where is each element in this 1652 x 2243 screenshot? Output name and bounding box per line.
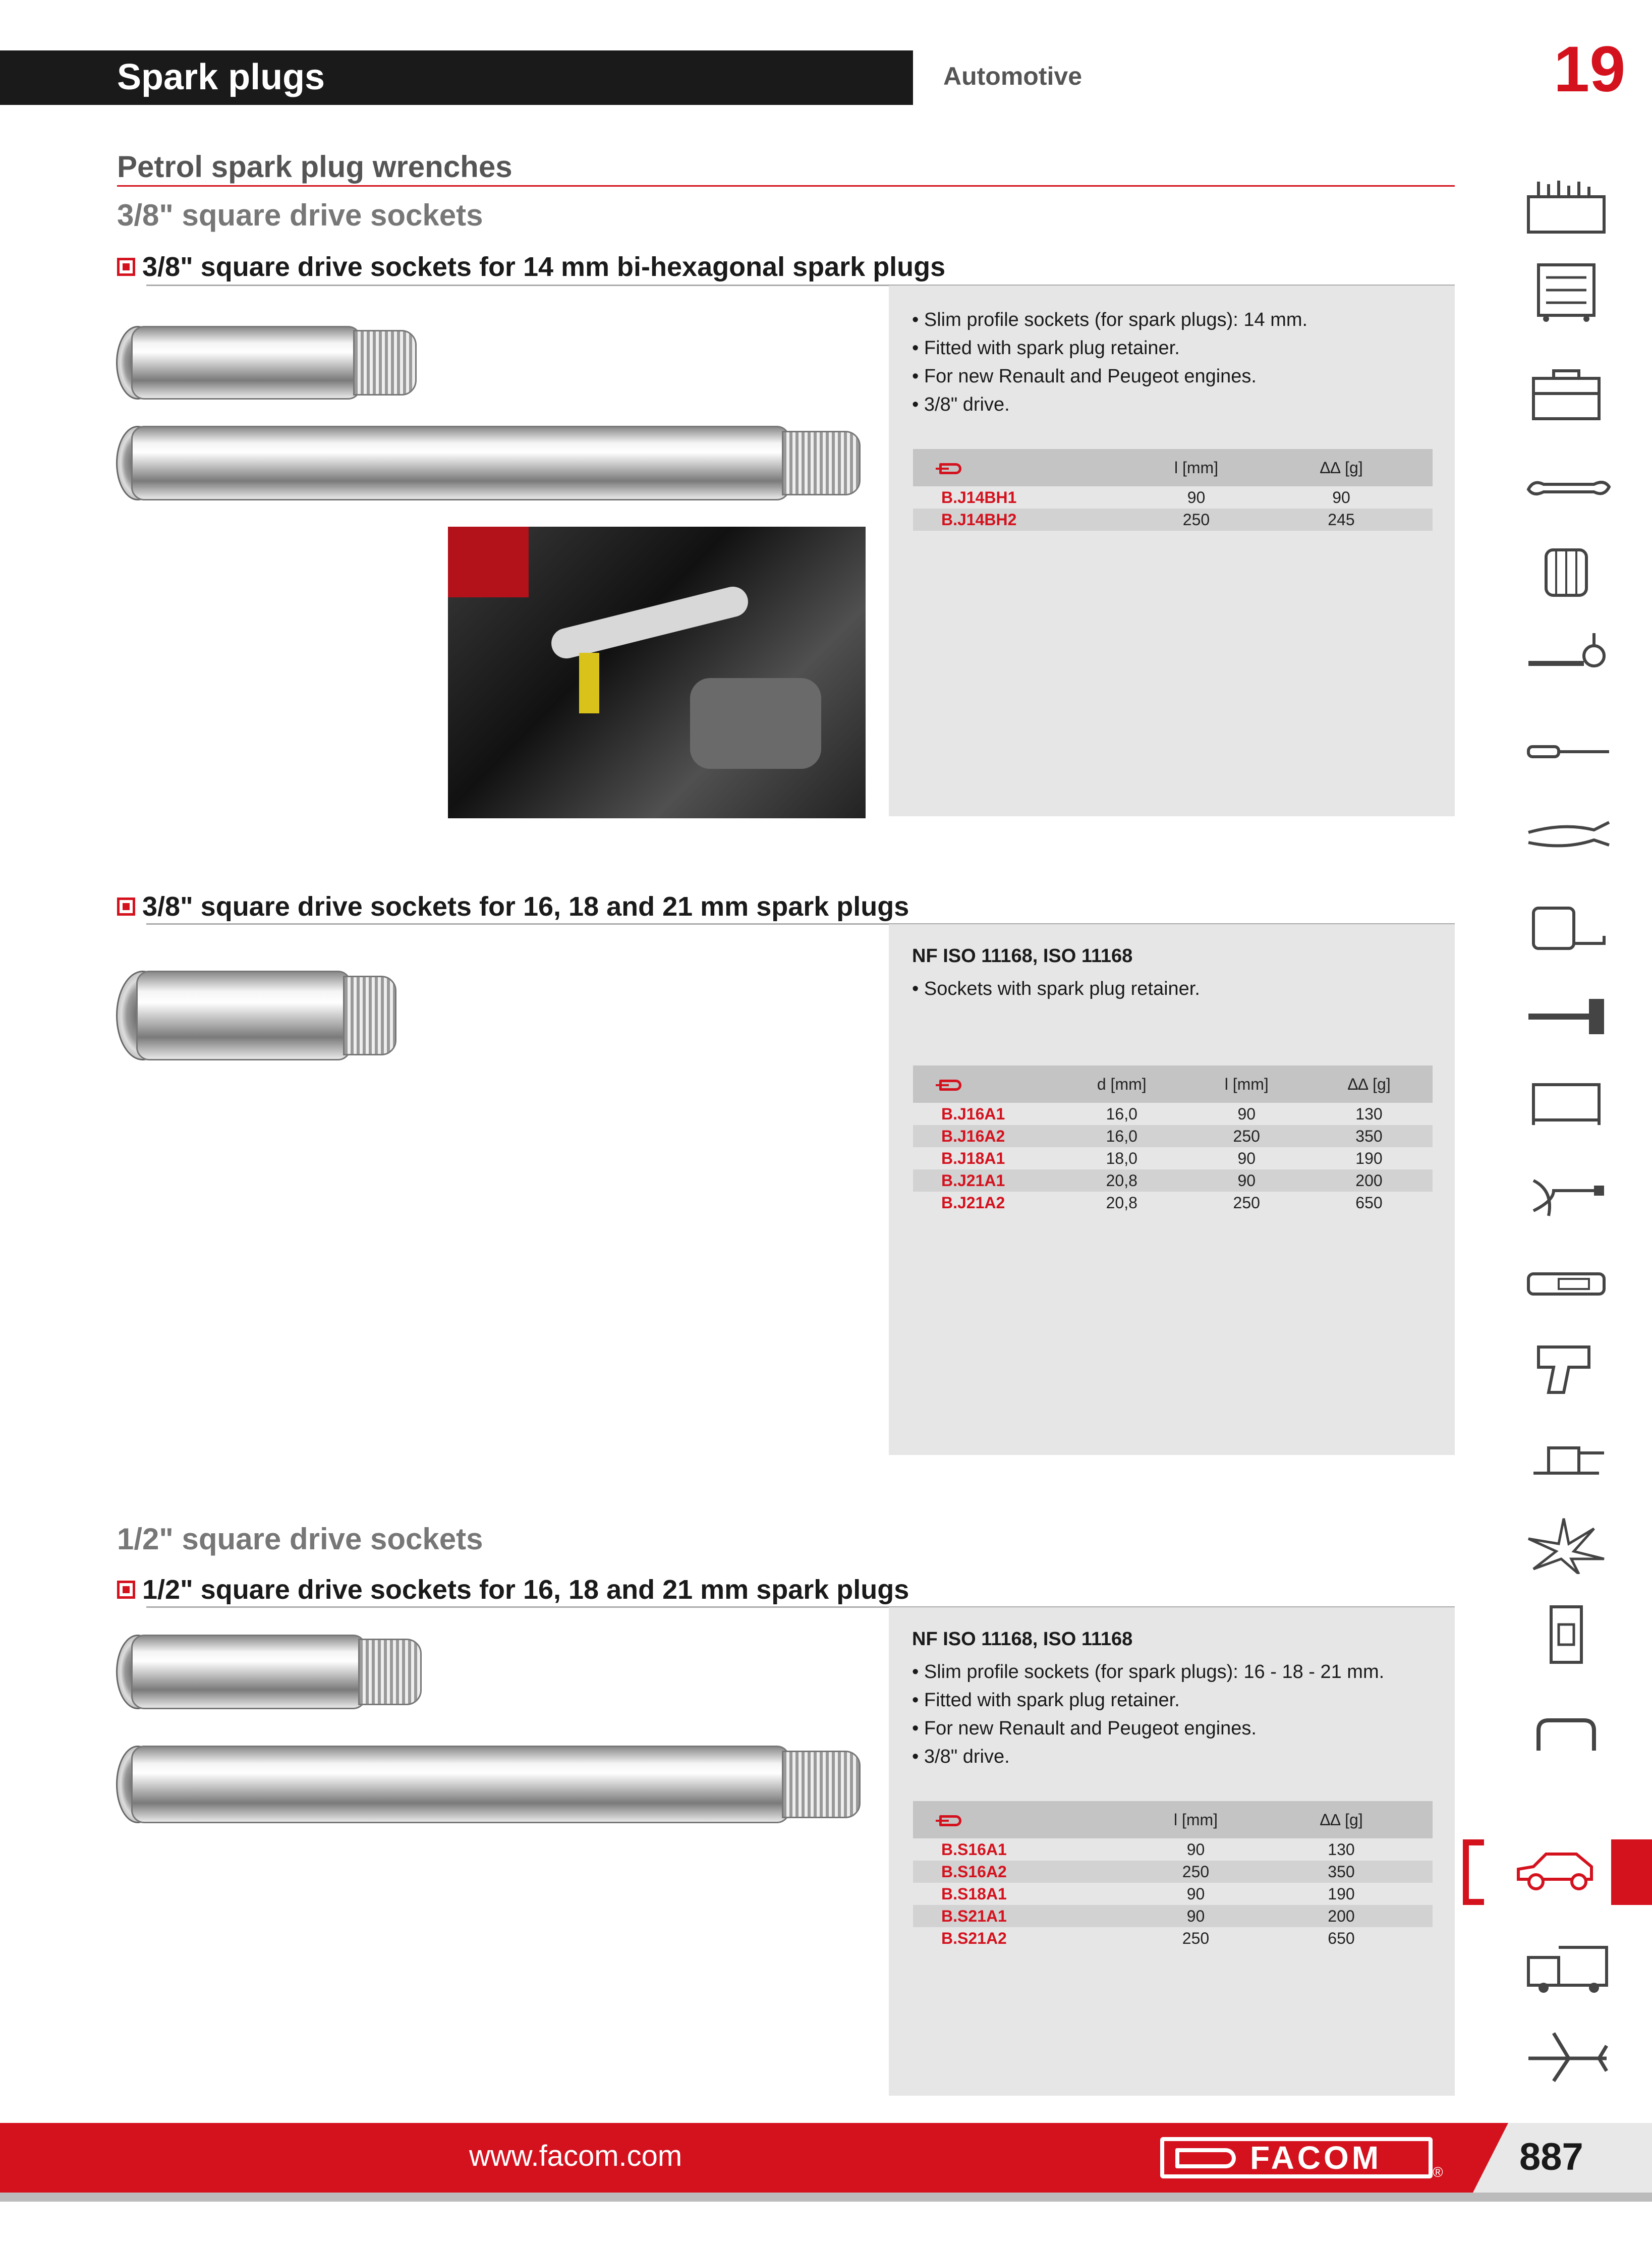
table-row <box>913 1861 1433 1883</box>
table-row <box>913 1838 1433 1861</box>
ref-cell: B.J14BH1 <box>941 488 1017 507</box>
col-header: Δ∆ [g] <box>1250 449 1433 486</box>
measuring-tape-icon[interactable] <box>1518 893 1614 954</box>
socket-icon[interactable] <box>1518 540 1614 600</box>
brand-name: FACOM <box>1250 2140 1382 2176</box>
col-header: Δ∆ [g] <box>1250 1801 1433 1838</box>
col-header: l [mm] <box>1142 1801 1250 1838</box>
cell: 90 <box>1186 1840 1205 1859</box>
electrical-icon-glyph <box>1518 1604 1614 1665</box>
cell: 250 <box>1142 1861 1250 1883</box>
cell: 350 <box>1250 1861 1433 1883</box>
socket-icon-glyph <box>1518 540 1614 600</box>
section-1-title <box>117 251 945 283</box>
table-row <box>913 1192 1433 1214</box>
facom-symbol-icon <box>1175 2148 1236 2168</box>
cell: 650 <box>1328 1929 1355 1947</box>
airplane-icon-glyph <box>1518 2023 1614 2084</box>
ref-cell: B.J18A1 <box>941 1149 1005 1167</box>
table-row <box>913 1905 1433 1927</box>
cell: 90 <box>1187 488 1206 507</box>
bullet: • For new Renault and Peugeot engines. <box>912 362 1307 390</box>
bullet: • Slim profile sockets (for spark plugs): 16 - 18 - 21 mm. <box>912 1658 1384 1686</box>
socket-long-image <box>116 424 863 499</box>
tool-storage-icon[interactable] <box>1518 177 1614 237</box>
cell: 90 <box>1188 1169 1306 1192</box>
active-tab <box>1611 1839 1652 1905</box>
cell: 16,0 <box>1056 1125 1188 1147</box>
col-header: d [mm] <box>1056 1066 1188 1103</box>
vice-icon[interactable] <box>1518 1423 1614 1483</box>
bullet: • For new Renault and Peugeot engines. <box>912 1714 1384 1743</box>
socket-short-image <box>116 323 419 399</box>
standard-label: NF ISO 11168, ISO 11168 <box>912 1629 1133 1650</box>
tool-box-icon-glyph <box>1518 363 1614 424</box>
cell: 90 <box>1332 488 1350 507</box>
combination-wrench-icon-glyph <box>1518 454 1614 515</box>
category-label: Automotive <box>943 62 1082 90</box>
hammer-icon-glyph <box>1518 979 1614 1039</box>
registered-mark: ® <box>1433 2164 1443 2180</box>
facom-ref-icon <box>939 1815 961 1826</box>
cell: 200 <box>1305 1169 1433 1192</box>
ref-cell: B.S21A1 <box>913 1905 1142 1927</box>
section-1-bullets <box>912 306 1307 419</box>
puller-icon[interactable] <box>1518 1160 1614 1221</box>
section-2-title-text: 3/8" square drive sockets for 16, 18 and 21 mm spark plugs <box>142 891 909 922</box>
cell: 130 <box>1355 1104 1383 1123</box>
ref-cell: B.S21A2 <box>941 1929 1007 1947</box>
tool-box-icon[interactable] <box>1518 363 1614 424</box>
section-2-panel <box>889 924 1455 1455</box>
bullet: • 3/8" drive. <box>912 390 1307 419</box>
hacksaw-icon-glyph <box>1518 1070 1614 1130</box>
ref-cell: B.J21A2 <box>941 1193 1005 1212</box>
table-row <box>913 1169 1433 1192</box>
cell: 20,8 <box>1056 1169 1188 1192</box>
table-header <box>913 449 1433 486</box>
torque-tester-icon[interactable] <box>1518 1251 1614 1312</box>
active-bracket-side <box>1463 1839 1469 1905</box>
roller-cabinet-icon-glyph <box>1518 262 1614 323</box>
bullet: • Fitted with spark plug retainer. <box>912 1686 1384 1714</box>
chapter-number: 19 <box>1554 33 1626 105</box>
cell: 250 <box>1233 1193 1260 1212</box>
bullet: • Fitted with spark plug retainer. <box>912 334 1307 362</box>
main-heading: Petrol spark plug wrenches <box>117 150 512 184</box>
bullet: • Slim profile sockets (for spark plugs): 14 mm. <box>912 306 1307 334</box>
table-row <box>913 1147 1433 1169</box>
impact-wrench-icon[interactable] <box>1518 1337 1614 1397</box>
vice-icon-glyph <box>1518 1423 1614 1483</box>
section-1-title-text: 3/8" square drive sockets for 14 mm bi-hexagonal spark plugs <box>142 252 946 282</box>
cell: 350 <box>1305 1125 1433 1147</box>
ref-cell: B.J16A1 <box>941 1104 1005 1123</box>
table-row <box>913 486 1433 509</box>
table-row <box>913 1125 1433 1147</box>
footer-strip <box>0 2193 1652 2202</box>
section-2-bullets <box>912 975 1200 1003</box>
socket-half-short-image <box>116 1633 424 1708</box>
truck-icon[interactable] <box>1518 1937 1614 1998</box>
hacksaw-icon[interactable] <box>1518 1070 1614 1130</box>
section-2-title <box>117 891 909 922</box>
ref-cell: B.S16A2 <box>913 1861 1142 1883</box>
ratchet-icon[interactable] <box>1518 626 1614 686</box>
tool-storage-icon-glyph <box>1518 177 1614 237</box>
bullet: • 3/8" drive. <box>912 1743 1384 1771</box>
heading-rule <box>117 185 1455 187</box>
screwdriver-icon-glyph <box>1518 716 1614 777</box>
section-2-table <box>913 1066 1433 1214</box>
cell: 190 <box>1355 1149 1383 1167</box>
table-header <box>913 1801 1433 1838</box>
car-icon[interactable] <box>1508 1836 1604 1897</box>
socket-hex-image <box>116 969 398 1059</box>
page-title: Spark plugs <box>117 57 325 97</box>
impact-wrench-icon-glyph <box>1518 1337 1614 1397</box>
handle-icon-glyph <box>1518 1700 1614 1761</box>
section-marker-icon <box>117 1581 135 1599</box>
torque-tester-icon-glyph <box>1518 1251 1614 1312</box>
table-row <box>913 1103 1433 1125</box>
cell: 16,0 <box>1106 1104 1137 1123</box>
cell: 250 <box>1188 1125 1306 1147</box>
roller-cabinet-icon[interactable] <box>1518 262 1614 323</box>
section-3-bullets <box>912 1658 1384 1771</box>
cell: 90 <box>1237 1104 1256 1123</box>
handle-icon[interactable] <box>1518 1700 1614 1761</box>
cell: 650 <box>1355 1193 1383 1212</box>
table-row <box>913 1927 1433 1949</box>
section-3-title-text: 1/2" square drive sockets for 16, 18 and 21 mm spark plugs <box>142 1575 909 1605</box>
bullet: • Sockets with spark plug retainer. <box>912 975 1200 1003</box>
page-number: 887 <box>1519 2136 1583 2178</box>
cell: 20,8 <box>1106 1193 1137 1212</box>
cell: 250 <box>1182 1929 1210 1947</box>
safety-spark-icon[interactable] <box>1518 1513 1614 1574</box>
ref-cell: B.J14BH2 <box>913 509 1142 531</box>
airplane-icon[interactable] <box>1518 2023 1614 2084</box>
col-header: Δ∆ [g] <box>1305 1066 1433 1103</box>
table-row <box>913 1883 1433 1905</box>
facom-logo <box>1160 2137 1433 2178</box>
pliers-icon[interactable] <box>1518 802 1614 863</box>
safety-spark-icon-glyph <box>1518 1513 1614 1574</box>
electrical-icon[interactable] <box>1518 1604 1614 1665</box>
section-3-table <box>913 1801 1433 1949</box>
ref-cell: B.J21A1 <box>913 1169 1056 1192</box>
pliers-icon-glyph <box>1518 802 1614 863</box>
cell: 200 <box>1250 1905 1433 1927</box>
section-3-title <box>117 1574 909 1605</box>
section-3-panel <box>889 1607 1455 2096</box>
ref-cell: B.S18A1 <box>941 1884 1007 1903</box>
section-marker-icon <box>117 898 135 916</box>
active-bracket-bottom <box>1463 1899 1484 1905</box>
cell: 90 <box>1142 1905 1250 1927</box>
cell: 245 <box>1250 509 1433 531</box>
car-icon-glyph <box>1508 1836 1604 1897</box>
section-1-panel <box>889 286 1455 816</box>
truck-icon-glyph <box>1518 1937 1614 1998</box>
table-header <box>913 1066 1433 1103</box>
footer-url[interactable]: www.facom.com <box>469 2140 682 2172</box>
facom-ref-icon <box>939 463 961 474</box>
subheading-12: 1/2" square drive sockets <box>117 1522 483 1556</box>
standard-label: NF ISO 11168, ISO 11168 <box>912 945 1133 967</box>
combination-wrench-icon[interactable] <box>1518 454 1614 515</box>
hammer-icon[interactable] <box>1518 979 1614 1039</box>
facom-ref-icon <box>939 1080 961 1091</box>
cell: 18,0 <box>1106 1149 1137 1167</box>
cell: 90 <box>1237 1149 1256 1167</box>
section-1-table <box>913 449 1433 531</box>
ref-cell: B.S16A1 <box>941 1840 1007 1859</box>
engine-usage-photo <box>448 527 866 818</box>
table-row <box>913 509 1433 531</box>
ratchet-icon-glyph <box>1518 626 1614 686</box>
cell: 250 <box>1143 509 1250 531</box>
socket-half-long-image <box>116 1744 863 1822</box>
col-header: l [mm] <box>1143 449 1250 486</box>
puller-icon-glyph <box>1518 1160 1614 1221</box>
cell: 190 <box>1328 1884 1355 1903</box>
col-header: l [mm] <box>1188 1066 1306 1103</box>
screwdriver-icon[interactable] <box>1518 716 1614 777</box>
section-marker-icon <box>117 258 135 276</box>
cell: 130 <box>1328 1840 1355 1859</box>
ref-cell: B.J16A2 <box>913 1125 1056 1147</box>
subheading-38: 3/8" square drive sockets <box>117 198 483 232</box>
cell: 90 <box>1186 1884 1205 1903</box>
measuring-tape-icon-glyph <box>1518 893 1614 954</box>
